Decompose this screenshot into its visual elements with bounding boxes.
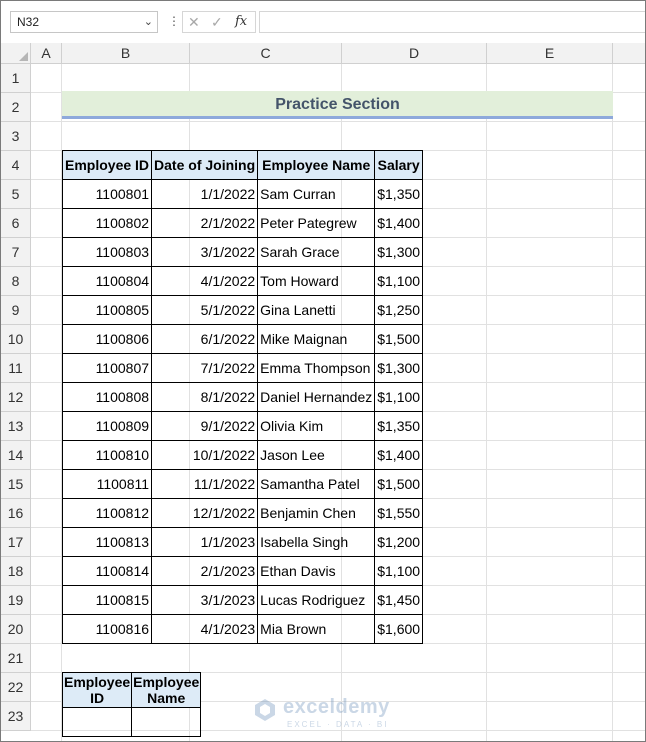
row-header-15[interactable]: 15: [1, 470, 31, 499]
table-row: [63, 383, 423, 412]
header-date-of-joining[interactable]: Date of Joining: [152, 151, 258, 180]
date-of-joining-cell[interactable]: 4/1/2022: [152, 267, 258, 296]
row-header-2[interactable]: 2: [1, 93, 31, 122]
date-of-joining-cell[interactable]: 9/1/2022: [152, 412, 258, 441]
row-header-22[interactable]: 22: [1, 673, 31, 702]
row-header-20[interactable]: 20: [1, 615, 31, 644]
date-of-joining-cell[interactable]: 6/1/2022: [152, 325, 258, 354]
salary-cell[interactable]: $1,100: [375, 557, 423, 586]
date-of-joining-cell[interactable]: 3/1/2023: [152, 586, 258, 615]
insert-function-icon[interactable]: fx: [235, 14, 248, 29]
table-row: [63, 354, 423, 383]
date-of-joining-cell[interactable]: 1/1/2022: [152, 180, 258, 209]
select-all-corner[interactable]: [1, 43, 31, 64]
employee-name-cell[interactable]: Lucas Rodriguez: [258, 586, 375, 615]
salary-cell[interactable]: $1,250: [375, 296, 423, 325]
salary-cell[interactable]: $1,100: [375, 267, 423, 296]
employee-id-cell[interactable]: 1100801: [63, 180, 152, 209]
column-header-c[interactable]: C: [190, 43, 342, 64]
employee-name-cell[interactable]: Olivia Kim: [258, 412, 375, 441]
employee-name-cell[interactable]: Mike Maignan: [258, 325, 375, 354]
salary-cell[interactable]: $1,300: [375, 354, 423, 383]
date-of-joining-cell[interactable]: 12/1/2022: [152, 499, 258, 528]
employee-id-cell[interactable]: 1100813: [63, 528, 152, 557]
employee-name-cell[interactable]: Mia Brown: [258, 615, 375, 644]
salary-cell[interactable]: $1,350: [375, 412, 423, 441]
row-header-16[interactable]: 16: [1, 499, 31, 528]
employee-id-cell[interactable]: 1100804: [63, 267, 152, 296]
column-header-d[interactable]: D: [342, 43, 487, 64]
table-row: [63, 586, 423, 615]
row-header-5[interactable]: 5: [1, 180, 31, 209]
row-header-8[interactable]: 8: [1, 267, 31, 296]
employee-name-cell[interactable]: Benjamin Chen: [258, 499, 375, 528]
date-of-joining-cell[interactable]: 2/1/2023: [152, 557, 258, 586]
formula-bar: [1, 1, 645, 44]
salary-cell[interactable]: $1,350: [375, 180, 423, 209]
salary-cell[interactable]: $1,300: [375, 238, 423, 267]
employee-id-cell[interactable]: 1100802: [63, 209, 152, 238]
row-header-21[interactable]: 21: [1, 644, 31, 673]
header-employee-id[interactable]: Employee ID: [63, 151, 152, 180]
lookup-employee-id-cell[interactable]: [63, 708, 132, 737]
header-employee-name[interactable]: Employee Name: [258, 151, 375, 180]
row-header-9[interactable]: 9: [1, 296, 31, 325]
employee-name-cell[interactable]: Ethan Davis: [258, 557, 375, 586]
employee-id-cell[interactable]: 1100814: [63, 557, 152, 586]
row-header-6[interactable]: 6: [1, 209, 31, 238]
exceldemy-watermark: [253, 694, 403, 732]
exceldemy-logo-icon: [253, 698, 277, 722]
employee-id-cell[interactable]: 1100805: [63, 296, 152, 325]
lookup-header-employee-id[interactable]: Employee ID: [64, 674, 131, 706]
table-row: [63, 296, 423, 325]
row-header-18[interactable]: 18: [1, 557, 31, 586]
employee-table: [62, 150, 423, 644]
column-header-a[interactable]: A: [31, 43, 62, 64]
employee-name-cell[interactable]: Sarah Grace: [258, 238, 375, 267]
salary-cell[interactable]: $1,500: [375, 325, 423, 354]
employee-id-cell[interactable]: 1100816: [63, 615, 152, 644]
lookup-employee-name-cell[interactable]: [132, 708, 201, 737]
table-row: [63, 615, 423, 644]
employee-name-cell[interactable]: Tom Howard: [258, 267, 375, 296]
salary-cell[interactable]: $1,500: [375, 470, 423, 499]
lookup-table: [62, 672, 201, 737]
name-box-value: N32: [17, 15, 40, 29]
lookup-header-employee-name[interactable]: Employee Name: [133, 674, 200, 706]
row-header-10[interactable]: 10: [1, 325, 31, 354]
employee-name-cell[interactable]: Gina Lanetti: [258, 296, 375, 325]
table-row: [63, 557, 423, 586]
salary-cell[interactable]: $1,400: [375, 209, 423, 238]
salary-cell[interactable]: $1,450: [375, 586, 423, 615]
date-of-joining-cell[interactable]: 5/1/2022: [152, 296, 258, 325]
table-row: [63, 412, 423, 441]
cancel-icon[interactable]: ✕: [188, 14, 200, 30]
practice-section-title: Practice Section: [62, 91, 613, 119]
employee-name-cell[interactable]: Samantha Patel: [258, 470, 375, 499]
employee-id-cell[interactable]: 1100807: [63, 354, 152, 383]
employee-name-cell[interactable]: Peter Pategrew: [258, 209, 375, 238]
table-row: [63, 441, 423, 470]
lookup-header-row: [63, 673, 201, 708]
row-header-14[interactable]: 14: [1, 441, 31, 470]
employee-id-cell[interactable]: 1100810: [63, 441, 152, 470]
employee-name-cell[interactable]: Daniel Hernandez: [258, 383, 375, 412]
table-row: [63, 267, 423, 296]
row-header-23[interactable]: 23: [1, 702, 31, 731]
watermark-brand: exceldemy: [283, 696, 390, 718]
employee-id-cell[interactable]: 1100809: [63, 412, 152, 441]
enter-icon[interactable]: ✓: [211, 14, 223, 30]
employee-name-cell[interactable]: Sam Curran: [258, 180, 375, 209]
salary-cell[interactable]: $1,400: [375, 441, 423, 470]
employee-id-cell[interactable]: 1100808: [63, 383, 152, 412]
row-header-4[interactable]: 4: [1, 151, 31, 180]
date-of-joining-cell[interactable]: 10/1/2022: [152, 441, 258, 470]
row-header-13[interactable]: 13: [1, 412, 31, 441]
salary-cell[interactable]: $1,100: [375, 383, 423, 412]
employee-name-cell[interactable]: Emma Thompson: [258, 354, 375, 383]
employee-id-cell[interactable]: 1100811: [63, 470, 152, 499]
name-box[interactable]: [10, 11, 158, 33]
row-header-11[interactable]: 11: [1, 354, 31, 383]
salary-cell[interactable]: $1,550: [375, 499, 423, 528]
date-of-joining-cell[interactable]: 4/1/2023: [152, 615, 258, 644]
gridline-row: [31, 121, 645, 122]
gridline-column: [612, 64, 613, 742]
employee-name-cell[interactable]: Isabella Singh: [258, 528, 375, 557]
formula-controls: [182, 11, 256, 33]
row-header-7[interactable]: 7: [1, 238, 31, 267]
chevron-down-icon[interactable]: ⌄: [143, 16, 153, 28]
column-header-f[interactable]: [613, 43, 645, 64]
table-header-row: [63, 151, 423, 180]
table-row: [63, 180, 423, 209]
date-of-joining-cell[interactable]: 7/1/2022: [152, 354, 258, 383]
employee-id-cell[interactable]: 1100815: [63, 586, 152, 615]
row-header-1[interactable]: 1: [1, 64, 31, 93]
row-header-17[interactable]: 17: [1, 528, 31, 557]
table-row: [63, 499, 423, 528]
employee-id-cell[interactable]: 1100803: [63, 238, 152, 267]
column-header-e[interactable]: E: [487, 43, 613, 64]
date-of-joining-cell[interactable]: 1/1/2023: [152, 528, 258, 557]
date-of-joining-cell[interactable]: 8/1/2022: [152, 383, 258, 412]
table-row: [63, 470, 423, 499]
row-header-19[interactable]: 19: [1, 586, 31, 615]
table-row: [63, 209, 423, 238]
row-header-3[interactable]: 3: [1, 122, 31, 151]
table-row: [63, 238, 423, 267]
more-options-icon[interactable]: ⋮: [168, 14, 180, 28]
row-header-12[interactable]: 12: [1, 383, 31, 412]
gridline-column: [486, 64, 487, 742]
date-of-joining-cell[interactable]: 2/1/2022: [152, 209, 258, 238]
date-of-joining-cell[interactable]: 3/1/2022: [152, 238, 258, 267]
date-of-joining-cell[interactable]: 11/1/2022: [152, 470, 258, 499]
column-header-b[interactable]: B: [62, 43, 190, 64]
lookup-input-row: [63, 708, 201, 737]
watermark-tagline: EXCEL · DATA · BI: [287, 720, 389, 729]
employee-id-cell[interactable]: 1100812: [63, 499, 152, 528]
employee-name-cell[interactable]: Jason Lee: [258, 441, 375, 470]
salary-cell[interactable]: $1,600: [375, 615, 423, 644]
formula-input[interactable]: [259, 11, 645, 33]
salary-cell[interactable]: $1,200: [375, 528, 423, 557]
table-row: [63, 325, 423, 354]
header-salary[interactable]: Salary: [375, 151, 423, 180]
table-row: [63, 528, 423, 557]
employee-id-cell[interactable]: 1100806: [63, 325, 152, 354]
